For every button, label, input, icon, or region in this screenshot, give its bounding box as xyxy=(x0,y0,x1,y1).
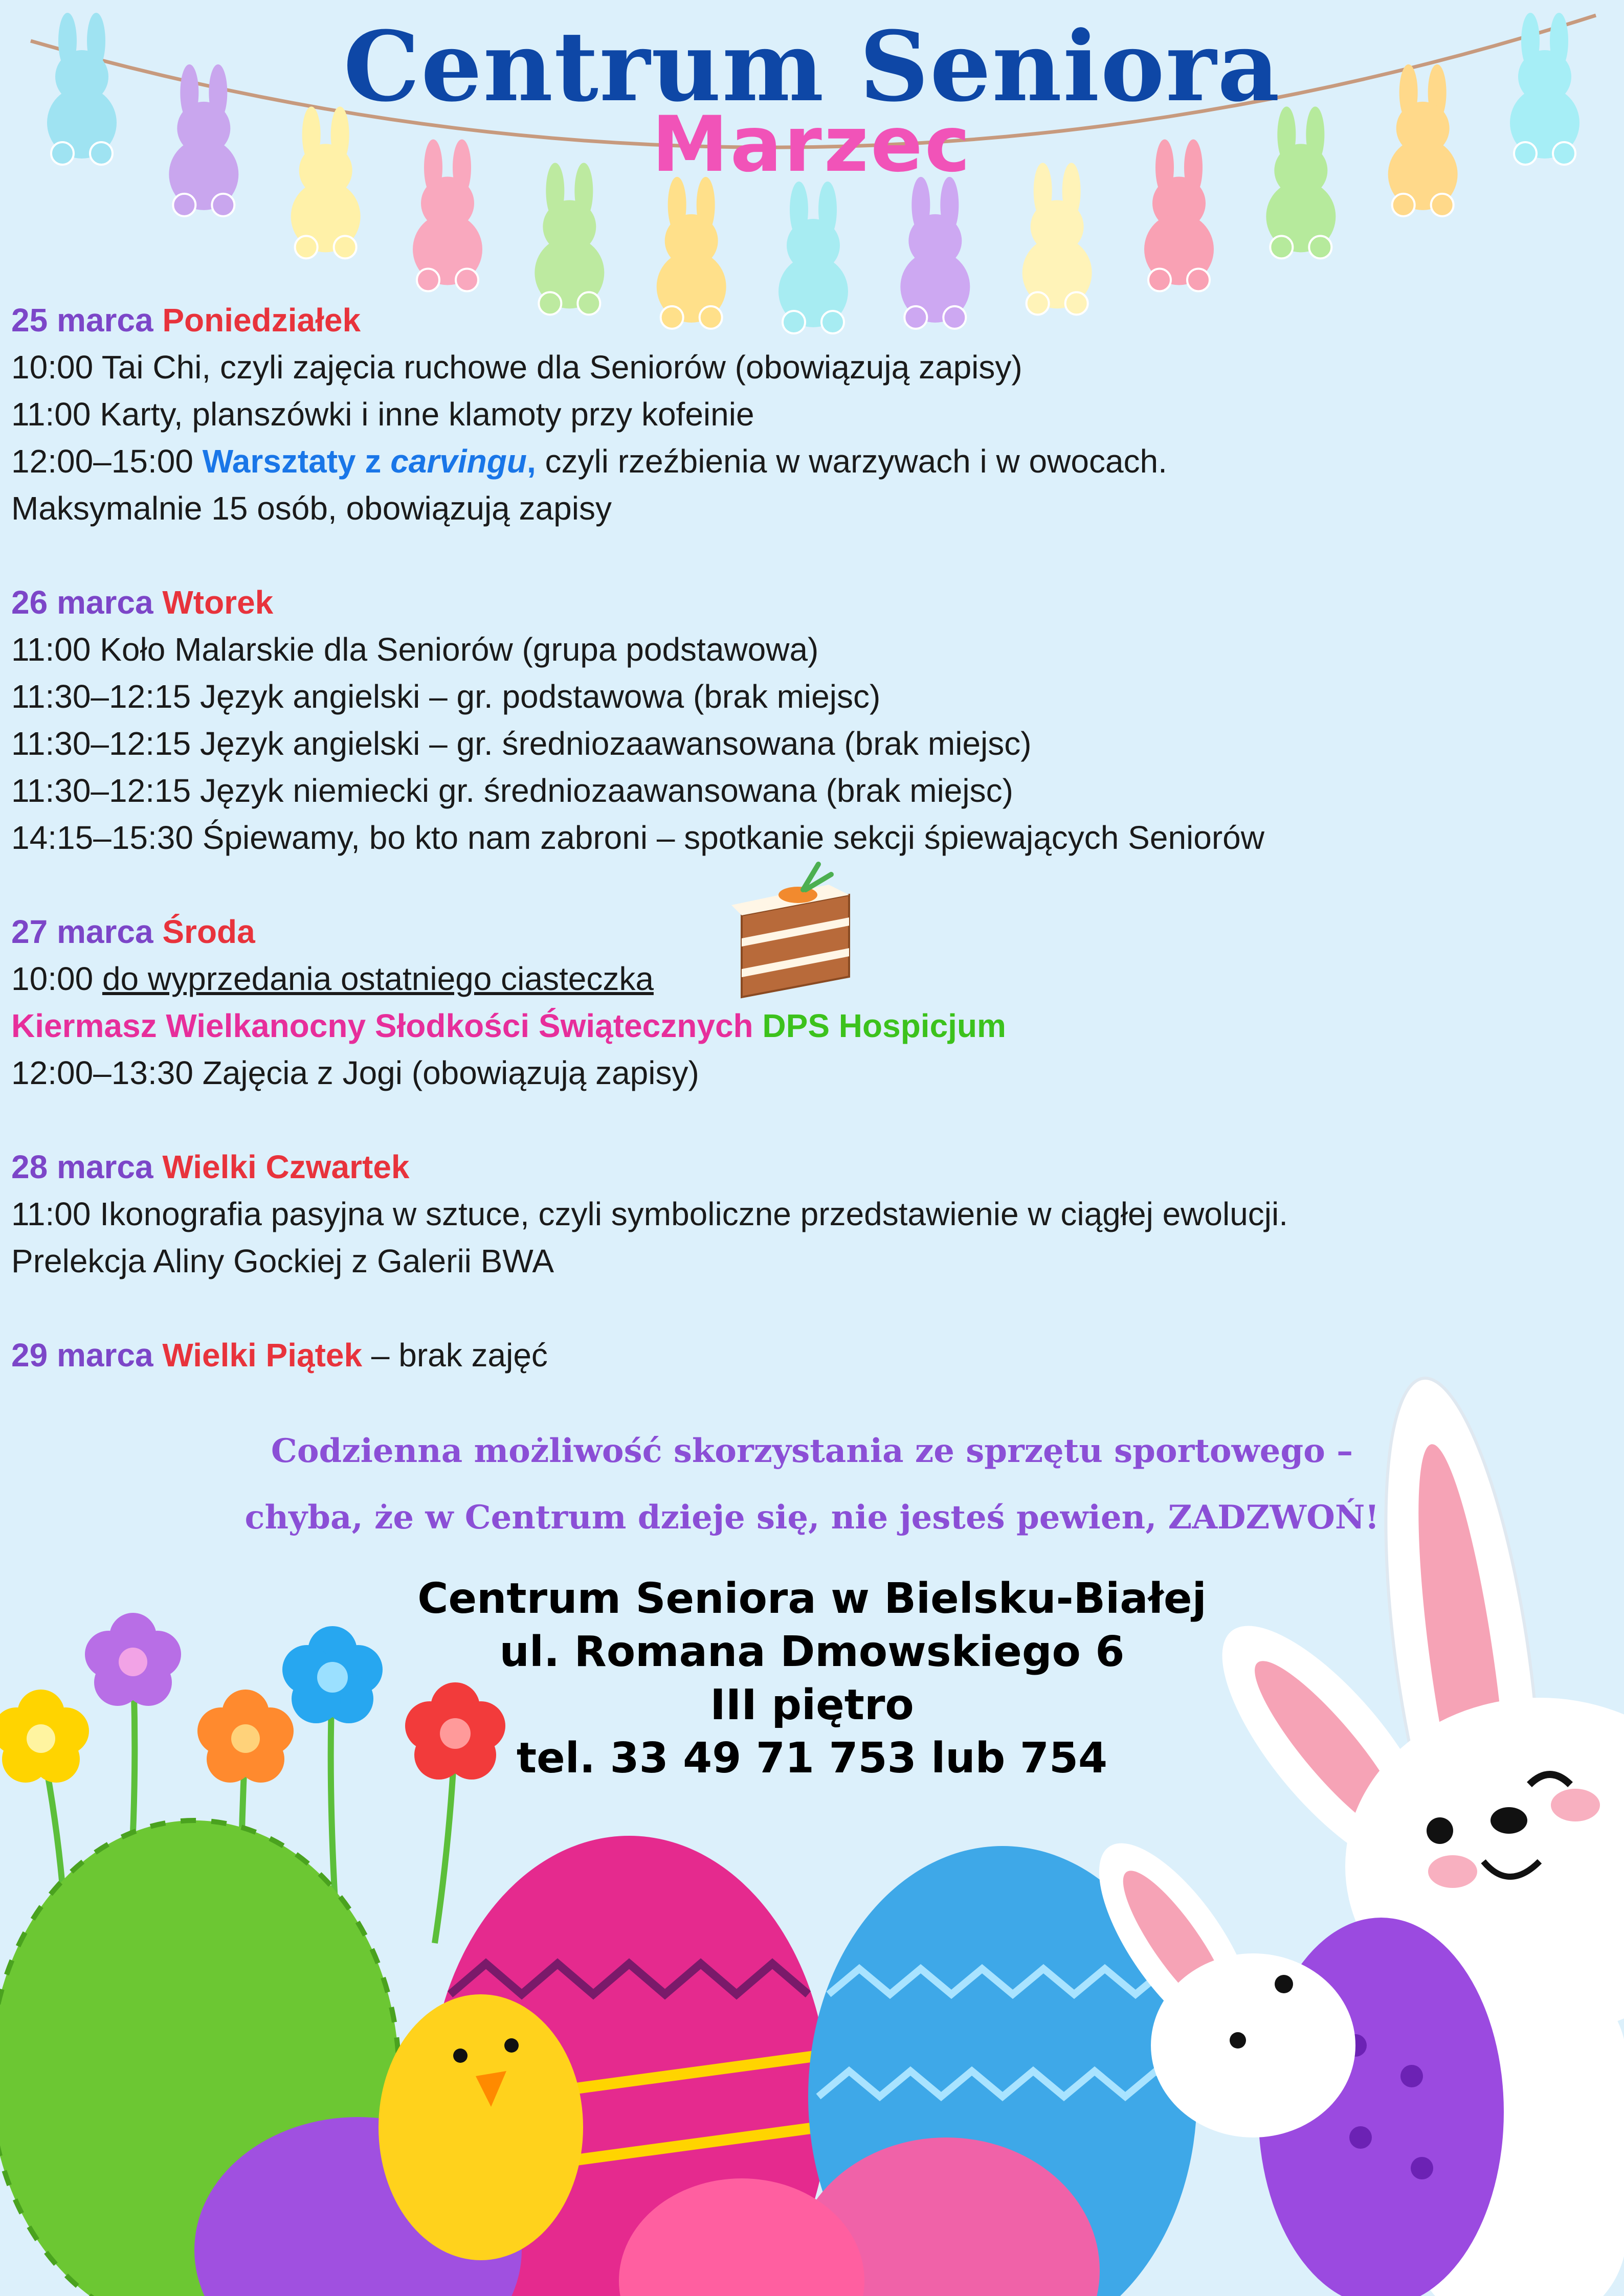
day-header xyxy=(11,908,1597,955)
day-header xyxy=(11,1143,1597,1190)
day-weekday: Wielki Piątek xyxy=(162,1337,363,1374)
event-item: Maksymalnie 15 osób, obowiązują zapisy xyxy=(11,490,612,527)
fair-title: Kiermasz Wielkanocny Słodkości Świątecznych xyxy=(11,1007,753,1044)
event-item: 11:00 Koło Malarskie dla Seniorów (grupa podstawowa) xyxy=(11,631,819,668)
event-item: 10:00 Tai Chi, czyli zajęcia ruchowe dla Seniorów (obowiązują zapisy) xyxy=(11,349,1022,386)
day-header xyxy=(11,579,1597,626)
floor-info: III piętro xyxy=(710,1681,914,1729)
event-item: 11:30–12:15 Język niemiecki gr. średniozaawansowana (brak miejsc) xyxy=(11,772,1013,809)
page-title: Centrum Seniora xyxy=(343,10,1281,123)
organization-name: Centrum Seniora w Bielsku-Białej xyxy=(417,1574,1207,1623)
event-time: 10:00 xyxy=(11,960,102,997)
day-date: 29 marca xyxy=(11,1337,153,1374)
event-item xyxy=(11,1002,1597,1049)
event-item: 11:00 Karty, planszówki i inne klamoty przy kofeinie xyxy=(11,396,754,433)
day-date: 27 marca xyxy=(11,913,153,950)
event-item xyxy=(11,438,1597,485)
day-block-26 xyxy=(11,579,1597,861)
highlight-comma: , xyxy=(526,443,536,480)
day-header xyxy=(11,297,1597,344)
street-address: ul. Romana Dmowskiego 6 xyxy=(499,1628,1125,1676)
event-item: Prelekcja Aliny Gockiej z Galerii BWA xyxy=(11,1243,554,1279)
day-block-27 xyxy=(11,908,1597,1096)
day-note: – brak zajęć xyxy=(371,1337,548,1374)
phone-number: tel. 33 49 71 753 lub 754 xyxy=(516,1734,1108,1783)
highlight-italic: carvingu xyxy=(390,443,527,480)
day-date: 28 marca xyxy=(11,1149,153,1185)
event-item: 11:30–12:15 Język angielski – gr. średniozaawansowana (brak miejsc) xyxy=(11,725,1032,762)
event-text: do wyprzedania ostatniego ciasteczka xyxy=(102,960,654,997)
day-weekday: Wtorek xyxy=(162,584,274,621)
event-item: 11:00 Ikonografia pasyjna w sztuce, czyli symboliczne przedstawienie w ciągłej ewolucji. xyxy=(11,1196,1288,1232)
day-weekday: Wielki Czwartek xyxy=(162,1149,410,1185)
event-item: 14:15–15:30 Śpiewamy, bo kto nam zabroni – spotkanie sekcji śpiewających Seniorów xyxy=(11,819,1264,856)
day-weekday: Środa xyxy=(162,913,255,950)
highlight-text: Warsztaty z xyxy=(202,443,391,480)
notice-line: Codzienna możliwość skorzystania ze sprzętu sportowego – xyxy=(271,1432,1353,1470)
event-highlight xyxy=(203,443,536,480)
day-date: 25 marca xyxy=(11,302,153,339)
notice-line: chyba, że w Centrum dzieje się, nie jesteś pewien, ZADZWOŃ! xyxy=(244,1498,1380,1537)
fair-organizer: DPS Hospicjum xyxy=(762,1007,1006,1044)
chick-icon xyxy=(379,1994,583,2260)
day-header xyxy=(11,1332,1597,1379)
day-date: 26 marca xyxy=(11,584,153,621)
day-block-28 xyxy=(11,1143,1597,1285)
schedule xyxy=(11,297,1597,1426)
page-subtitle: Marzec xyxy=(652,100,972,189)
day-weekday: Poniedziałek xyxy=(162,302,361,339)
day-block-29 xyxy=(11,1332,1597,1379)
day-block-25 xyxy=(11,297,1597,532)
event-rest: czyli rzeźbienia w warzywach i w owocach. xyxy=(536,443,1167,480)
event-time: 12:00–15:00 xyxy=(11,443,203,480)
event-item: 12:00–13:30 Zajęcia z Jogi (obowiązują zapisy) xyxy=(11,1054,699,1091)
event-item: 11:30–12:15 Język angielski – gr. podstawowa (brak miejsc) xyxy=(11,678,881,715)
address-block xyxy=(0,1572,1624,1785)
event-item xyxy=(11,955,1597,1002)
